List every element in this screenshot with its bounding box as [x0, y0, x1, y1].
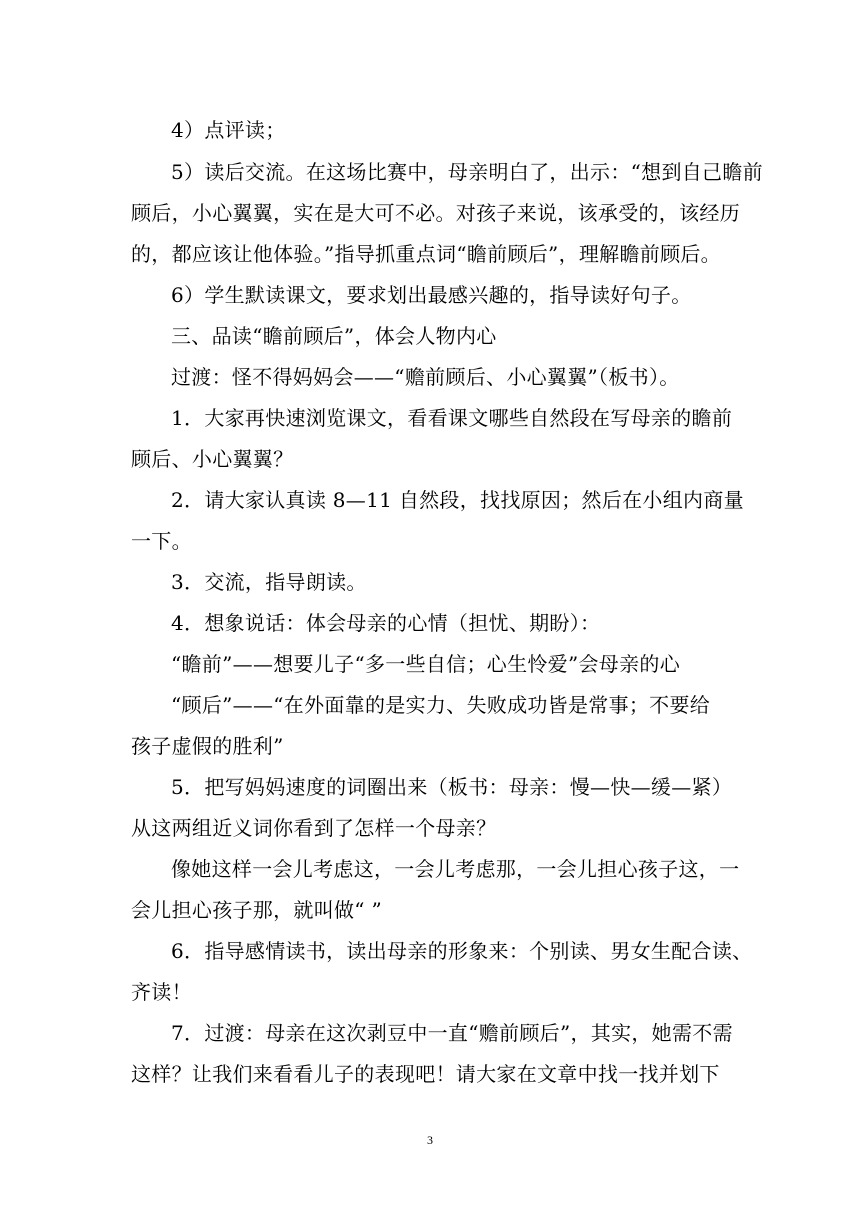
text-line: 5．把写妈妈速度的词圈出来（板书：母亲：慢—快—缓—紧）: [171, 775, 733, 799]
text-line: 4．想象说话：体会母亲的心情（担忧、期盼）：: [171, 611, 601, 635]
text-line: “瞻前”——想要儿子“多一些自信；心生怜爱”会母亲的心: [171, 652, 680, 676]
text-line: “顾后”——“在外面靠的是实力、失败成功皆是常事；不要给: [171, 693, 711, 717]
text-line: 6）学生默读课文，要求划出最感兴趣的，指导读好句子。: [171, 283, 692, 307]
text-line: 6．指导感情读书，读出母亲的形象来：个别读、男女生配合读、: [171, 939, 753, 963]
text-line: 4）点评读；: [171, 118, 286, 142]
text-line: 顾后，小心翼翼，实在是大可不必。对孩子来说，该承受的，该经历: [131, 201, 740, 225]
text-line: 2．请大家认真读 8—11 自然段，找找原因；然后在小组内商量: [171, 488, 744, 512]
text-line: 过渡：怪不得妈妈会——“赡前顾后、小心翼翼”（板书）。: [171, 365, 680, 389]
text-line: 5）读后交流。在这场比赛中，母亲明白了，出示：“想到自己瞻前: [171, 160, 763, 184]
text-line: 这样？让我们来看看儿子的表现吧！请大家在文章中找一找并划下: [131, 1062, 720, 1086]
text-line: 从这两组近义词你看到了怎样一个母亲？: [131, 816, 497, 840]
section-heading: 三、品读“瞻前顾后”，体会人物内心: [171, 324, 497, 348]
text-line: 一下。: [131, 529, 192, 553]
text-line: 顾后、小心翼翼？: [131, 447, 294, 471]
text-line: 7．过渡：母亲在这次剥豆中一直“赡前顾后”，其实，她需不需: [171, 1021, 733, 1045]
text-line: 齐读！: [131, 980, 192, 1004]
text-line: 1．大家再快速浏览课文，看看课文哪些自然段在写母亲的瞻前: [171, 406, 733, 430]
text-line: 3．交流，指导朗读。: [171, 570, 367, 594]
text-line: 的，都应该让他体验。”指导抓重点词“瞻前顾后”，理解瞻前顾后。: [131, 242, 721, 266]
text-line: 像她这样一会儿考虑这，一会儿考虑那，一会儿担心孩子这，一: [171, 857, 740, 881]
page-number: 3: [427, 1133, 433, 1147]
text-line: 会儿担心孩子那，就叫做“ ”: [131, 898, 383, 922]
text-line: 孩子虚假的胜利”: [131, 734, 284, 758]
